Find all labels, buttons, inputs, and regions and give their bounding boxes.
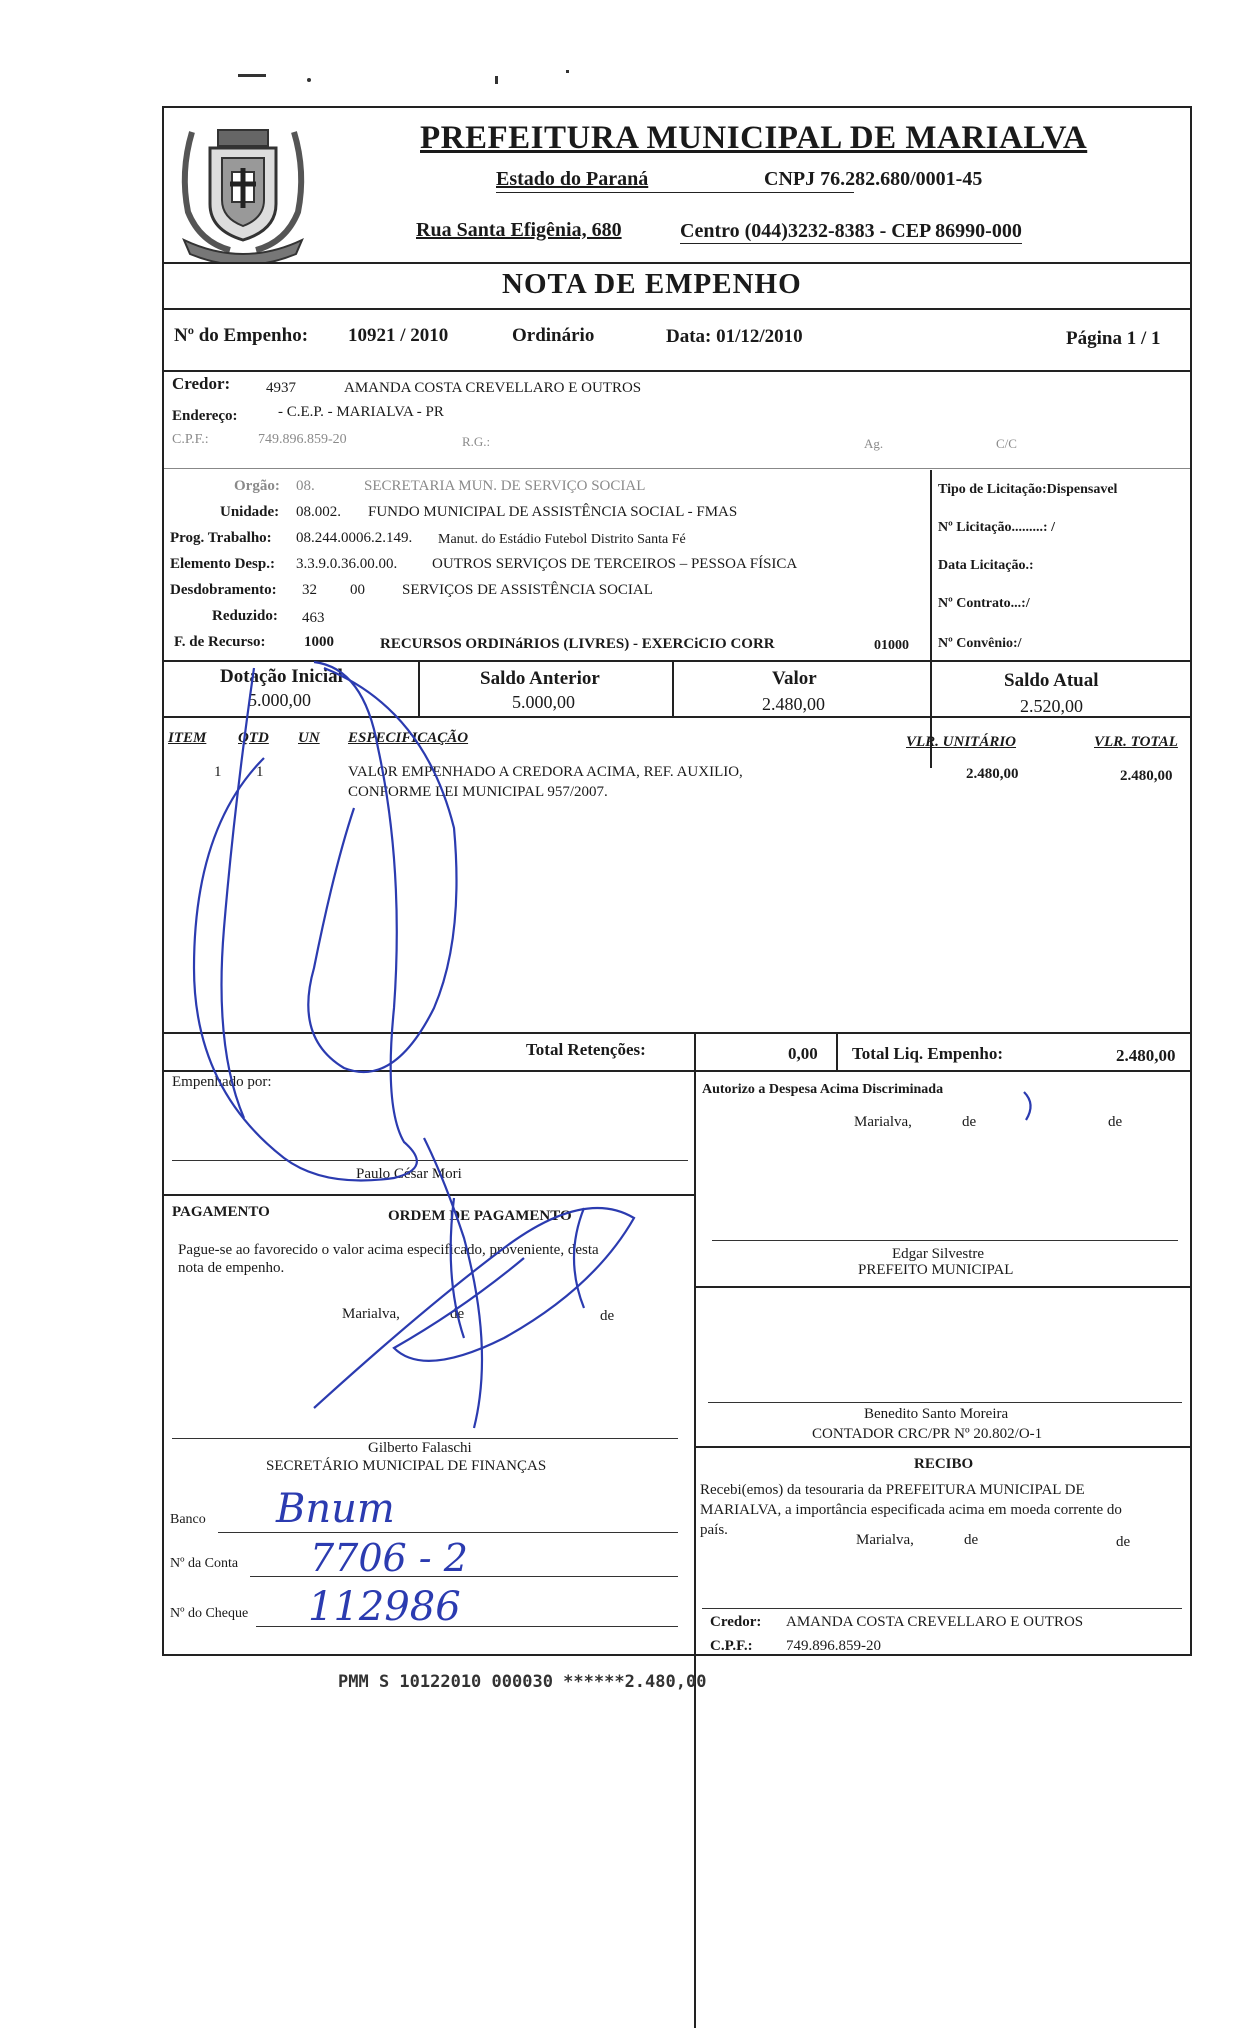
row-spec-line1: VALOR EMPENHADO A CREDORA ACIMA, REF. AUXILIO, — [348, 764, 743, 780]
desdobramento-code: 32 — [302, 582, 317, 598]
recibo-text-line3: país. — [700, 1522, 728, 1538]
pagamento-signer: Gilberto Falaschi — [368, 1440, 472, 1456]
autorizo-de1: de — [962, 1114, 977, 1130]
pagamento-label: PAGAMENTO — [172, 1204, 270, 1220]
endereco-label: Endereço: — [172, 408, 238, 424]
scan-speck — [566, 70, 569, 73]
recibo-de2: de — [1116, 1534, 1131, 1550]
nota-de-empenho-form — [162, 106, 1192, 1656]
unidade-code: 08.002. — [296, 504, 341, 520]
autorizo-label: Autorizo a Despesa Acima Discriminada — [702, 1082, 944, 1097]
pagamento-text-line2: nota de empenho. — [178, 1260, 285, 1276]
elemento-code: 3.3.9.0.36.00.00. — [296, 556, 398, 572]
saldo-anterior-value: 5.000,00 — [512, 692, 575, 712]
conta-label: Nº da Conta — [170, 1556, 239, 1571]
pagamento-text-line1: Pague-se ao favorecido o valor acima especificado, proveniente, desta — [178, 1242, 599, 1258]
autorizo-city: Marialva, — [854, 1114, 912, 1130]
cheque-value: 112986 — [308, 1584, 461, 1630]
reduzido-label: Reduzido: — [212, 608, 278, 624]
row-spec-line2: CONFORME LEI MUNICIPAL 957/2007. — [348, 784, 608, 800]
cpf-value: 749.896.859-20 — [258, 432, 347, 447]
dotacao-inicial-label: Dotação Inicial — [220, 666, 343, 687]
signature-ink — [164, 108, 1190, 1654]
saldo-atual-value: 2.520,00 — [1020, 696, 1083, 716]
endereco-value: - C.E.P. - MARIALVA - PR — [278, 404, 444, 420]
empenhado-signer: Paulo César Mori — [356, 1166, 462, 1182]
recibo-label: RECIBO — [914, 1456, 974, 1472]
address-contact: Centro (044)3232-8383 - CEP 86990-000 — [680, 220, 1022, 242]
elemento-label: Elemento Desp.: — [170, 556, 275, 572]
credor-name: AMANDA COSTA CREVELLARO E OUTROS — [344, 380, 642, 396]
prog-code: 08.244.0006.2.149. — [296, 530, 413, 546]
empenho-type: Ordinário — [512, 325, 595, 346]
cpf-label: C.P.F.: — [172, 432, 209, 447]
col-valor-total: VLR. TOTAL — [1094, 734, 1178, 750]
recibo-text-line2: MARIALVA, a importância especificada acima em moeda corrente do — [700, 1502, 1122, 1518]
banco-label: Banco — [170, 1512, 206, 1527]
scan-speck — [238, 74, 266, 77]
empenho-date: Data: 01/12/2010 — [666, 326, 803, 347]
empenhado-por-label: Empenhado por: — [172, 1074, 272, 1090]
total-retencoes-value: 0,00 — [788, 1044, 818, 1063]
rg-label: R.G.: — [462, 434, 491, 449]
numero-licitacao: Nº Licitação.........: / — [938, 520, 1055, 535]
fonte-recurso-label: F. de Recurso: — [174, 634, 266, 650]
recibo-credor-value: AMANDA COSTA CREVELLARO E OUTROS — [786, 1614, 1084, 1630]
cnpj-label: CNPJ 76.282.680/0001-45 — [764, 168, 983, 190]
ordem-pagamento-label: ORDEM DE PAGAMENTO — [388, 1208, 572, 1224]
contador-signer: Benedito Santo Moreira — [864, 1406, 1009, 1422]
address-label: Rua Santa Efigênia, 680 — [416, 219, 622, 241]
municipality-title: PREFEITURA MUNICIPAL DE MARIALVA — [420, 120, 1088, 156]
col-especificacao: ESPECIFICAÇÃO — [348, 730, 469, 746]
data-licitacao: Data Licitação.: — [938, 558, 1034, 573]
orgao-code: 08. — [296, 478, 315, 494]
unidade-name: FUNDO MUNICIPAL DE ASSISTÊNCIA SOCIAL - FMAS — [368, 504, 738, 520]
credor-label: Credor: — [172, 374, 231, 393]
pagamento-city: Marialva, — [342, 1306, 400, 1322]
empenho-number-value: 10921 / 2010 — [348, 325, 449, 346]
pagamento-de2: de — [600, 1308, 615, 1324]
reduzido-value: 463 — [302, 610, 325, 626]
document-title: NOTA DE EMPENHO — [502, 268, 802, 300]
empenho-number-label: Nº do Empenho: — [174, 325, 309, 346]
recibo-credor-label: Credor: — [710, 1614, 762, 1630]
total-liquido-value: 2.480,00 — [1116, 1046, 1176, 1065]
row-valor-total: 2.480,00 — [1120, 768, 1173, 784]
fonte-recurso-code2: 01000 — [874, 638, 909, 653]
col-qtd: QTD — [238, 730, 269, 746]
page-number: Página 1 / 1 — [1066, 328, 1161, 349]
row-item: 1 — [214, 764, 222, 780]
recibo-text-line1: Recebi(emos) da tesouraria da PREFEITURA MUNICIPAL DE — [700, 1482, 1085, 1498]
ag-label: Ag. — [864, 436, 884, 451]
banco-value: Bnum — [276, 1486, 395, 1532]
fonte-recurso-name: RECURSOS ORDINáRIOS (LIVRES) - EXERCiCIO CORR — [380, 636, 775, 652]
row-qtd: 1 — [256, 764, 264, 780]
numero-convenio: Nº Convênio:/ — [938, 636, 1022, 651]
pagamento-de1: de — [450, 1306, 465, 1322]
scan-speck — [495, 76, 498, 84]
tipo-licitacao: Tipo de Licitação:Dispensavel — [938, 482, 1118, 497]
recibo-cpf-label: C.P.F.: — [710, 1638, 753, 1654]
recibo-de1: de — [964, 1532, 979, 1548]
cheque-label: Nº do Cheque — [170, 1606, 249, 1621]
pagamento-signer-role: SECRETÁRIO MUNICIPAL DE FINANÇAS — [266, 1458, 547, 1474]
conta-value: 7706 - 2 — [310, 1536, 468, 1580]
cc-label: C/C — [996, 436, 1017, 451]
numero-contrato: Nº Contrato...:/ — [938, 596, 1030, 611]
recibo-city: Marialva, — [856, 1532, 914, 1548]
saldo-atual-label: Saldo Atual — [1004, 670, 1099, 691]
valor-value: 2.480,00 — [762, 694, 825, 714]
prog-label: Prog. Trabalho: — [170, 530, 272, 546]
row-valor-unitario: 2.480,00 — [966, 766, 1019, 782]
desdobramento-label: Desdobramento: — [170, 582, 277, 598]
prog-name: Manut. do Estádio Futebol Distrito Santa Fé — [438, 532, 686, 547]
total-liquido-label: Total Liq. Empenho: — [852, 1044, 1003, 1063]
col-valor-unitario: VLR. UNITÁRIO — [906, 734, 1017, 750]
total-retencoes-label: Total Retenções: — [526, 1040, 646, 1059]
orgao-label: Orgão: — [234, 478, 280, 494]
mechanical-stamp: PMM S 10122010 000030 ******2.480,00 — [338, 1672, 707, 1692]
saldo-anterior-label: Saldo Anterior — [480, 668, 600, 689]
contador-signer-role: CONTADOR CRC/PR Nº 20.802/O-1 — [812, 1426, 1043, 1442]
elemento-name: OUTROS SERVIÇOS DE TERCEIROS – PESSOA FÍSICA — [432, 556, 798, 572]
recibo-cpf-value: 749.896.859-20 — [786, 1638, 881, 1654]
autorizo-signer-role: PREFEITO MUNICIPAL — [858, 1262, 1014, 1278]
fonte-recurso-code: 1000 — [304, 634, 334, 650]
state-label: Estado do Paraná — [496, 168, 649, 190]
scan-speck — [307, 78, 311, 82]
autorizo-de2: de — [1108, 1114, 1123, 1130]
credor-code: 4937 — [266, 380, 296, 396]
desdobramento-sub: 00 — [350, 582, 365, 598]
dotacao-inicial-value: 5.000,00 — [248, 690, 311, 710]
col-item: ITEM — [168, 730, 207, 746]
autorizo-signer: Edgar Silvestre — [892, 1246, 985, 1262]
valor-label: Valor — [772, 668, 817, 689]
unidade-label: Unidade: — [220, 504, 280, 520]
orgao-name: SECRETARIA MUN. DE SERVIÇO SOCIAL — [364, 478, 646, 494]
col-un: UN — [298, 730, 320, 746]
desdobramento-name: SERVIÇOS DE ASSISTÊNCIA SOCIAL — [402, 582, 653, 598]
